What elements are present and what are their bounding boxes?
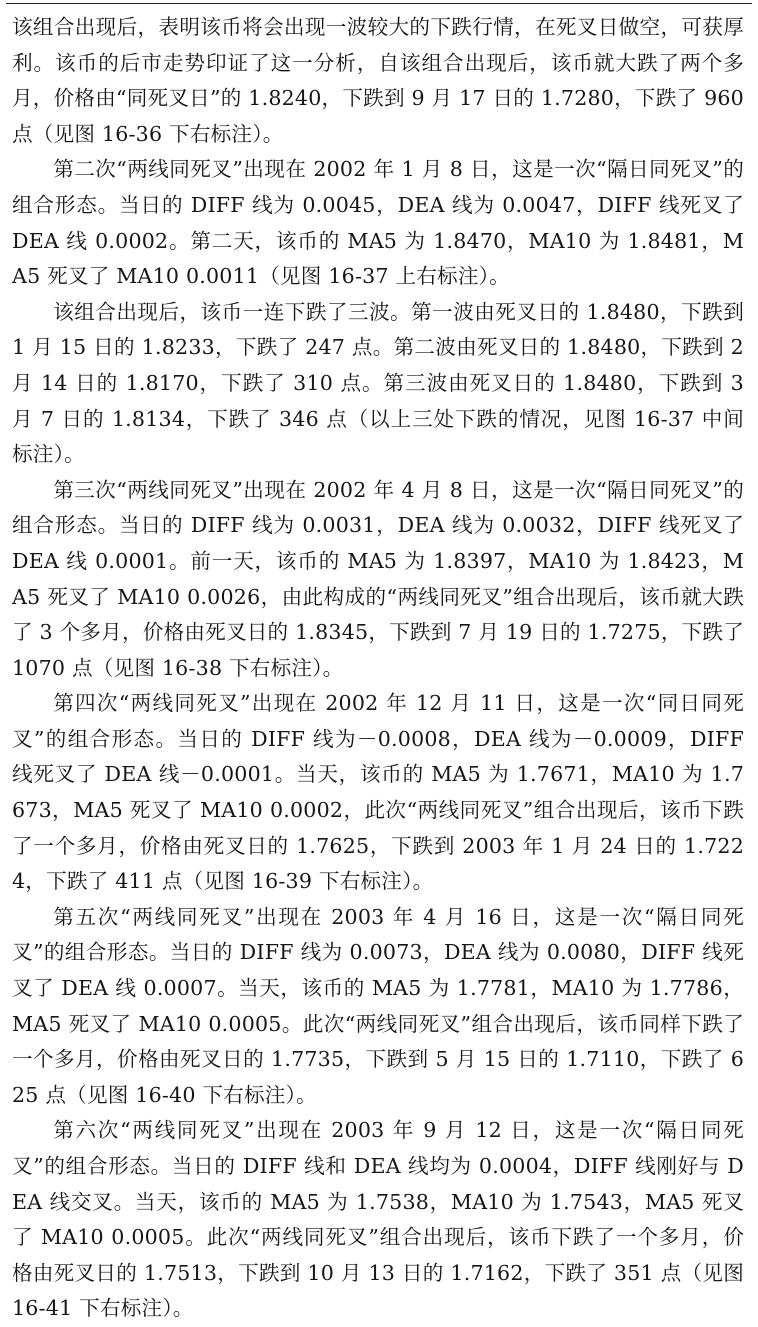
paragraph-3: 该组合出现后，该币一连下跌了三波。第一波由死叉日的 1.8480，下跌到 1 月 15 日的 1.8233，下跌了 247 点。第二波由死叉日的 1.8480，下跌到 2 月 14 日的 1.8170，下跌了 310 点。第三波由死叉日的 1.8480，下跌到 3 月 7 日的 1.8134，下跌了 346 点（以上三处下跌的情况，见图 16-37 中间标注）。 xyxy=(12,299,744,467)
paragraph-5: 第四次“两线同死叉”出现在 2002 年 12 月 11 日，这是一次“同日同死叉”的组合形态。当日的 DIFF 线为－0.0008，DEA 线为－0.0009，DIFF 线死叉了 DEA 线－0.0001。当天，该币的 MA5 为 1.7671，MA10 为 1.7673，MA5 死叉了 MA10 0.0002，此次“两线同死叉”组合出现后，该币下跌了一个多月，价格由死叉日的 1.7625，下跌到 2003 年 1 月 24 日的 1.7224，下跌了 411 点（见图 16-39 下右标注）。 xyxy=(12,691,744,894)
paragraph-4: 第三次“两线同死叉”出现在 2002 年 4 月 8 日，这是一次“隔日同死叉”的组合形态。当日的 DIFF 线为 0.0031，DEA 线为 0.0032，DIFF 线死叉了 DEA 线 0.0001。前一天，该币的 MA5 为 1.8397，MA10 为 1.8423，MA5 死叉了 MA10 0.0026，由此构成的“两线同死叉”组合出现后，该币就大跌了 3 个多月，价格由死叉日的 1.8345，下跌到 7 月 19 日的 1.7275，下跌了 1070 点（见图 16-38 下右标注）。 xyxy=(12,477,744,680)
paragraph-1: 该组合出现后，表明该币将会出现一波较大的下跌行情，在死叉日做空，可获厚利。该币的后市走势印证了这一分析，自该组合出现后，该币就大跌了两个多月，价格由“同死叉日”的 1.8240，下跌到 9 月 17 日的 1.7280，下跌了 960 点（见图 16-36 下右标注）。 xyxy=(12,15,744,146)
header-rule xyxy=(6,3,752,4)
paragraph-7: 第六次“两线同死叉”出现在 2003 年 9 月 12 日，这是一次“隔日同死叉”的组合形态。当日的 DIFF 线和 DEA 线均为 0.0004，DIFF 线刚好与 DEA 线交叉。当天，该币的 MA5 为 1.7538，MA10 为 1.7543，MA5 死叉了 MA10 0.0005。此次“两线同死叉”组合出现后，该币下跌了一个多月，价格由死叉日的 1.7513，下跌到 10 月 13 日的 1.7162，下跌了 351 点（见图 16-41 下右标注）。 xyxy=(12,1118,744,1321)
paragraph-2: 第二次“两线同死叉”出现在 2002 年 1 月 8 日，这是一次“隔日同死叉”的组合形态。当日的 DIFF 线为 0.0045，DEA 线为 0.0047，DIFF 线死叉了 DEA 线 0.0002。第二天，该币的 MA5 为 1.8470，MA10 为 1.8481，MA5 死叉了 MA10 0.0011（见图 16-37 上右标注）。 xyxy=(12,157,744,289)
paragraph-6: 第五次“两线同死叉”出现在 2003 年 4 月 16 日，这是一次“隔日同死叉”的组合形态。当日的 DIFF 线为 0.0073，DEA 线为 0.0080，DIFF 线死叉了 DEA 线 0.0007。当天，该币的 MA5 为 1.7781，MA10 为 1.7786，MA5 死叉了 MA10 0.0005。此次“两线同死叉”组合出现后，该币同样下跌了一个多月，价格由死叉日的 1.7735，下跌到 5 月 15 日的 1.7110，下跌了 625 点（见图 16-40 下右标注）。 xyxy=(12,904,744,1107)
